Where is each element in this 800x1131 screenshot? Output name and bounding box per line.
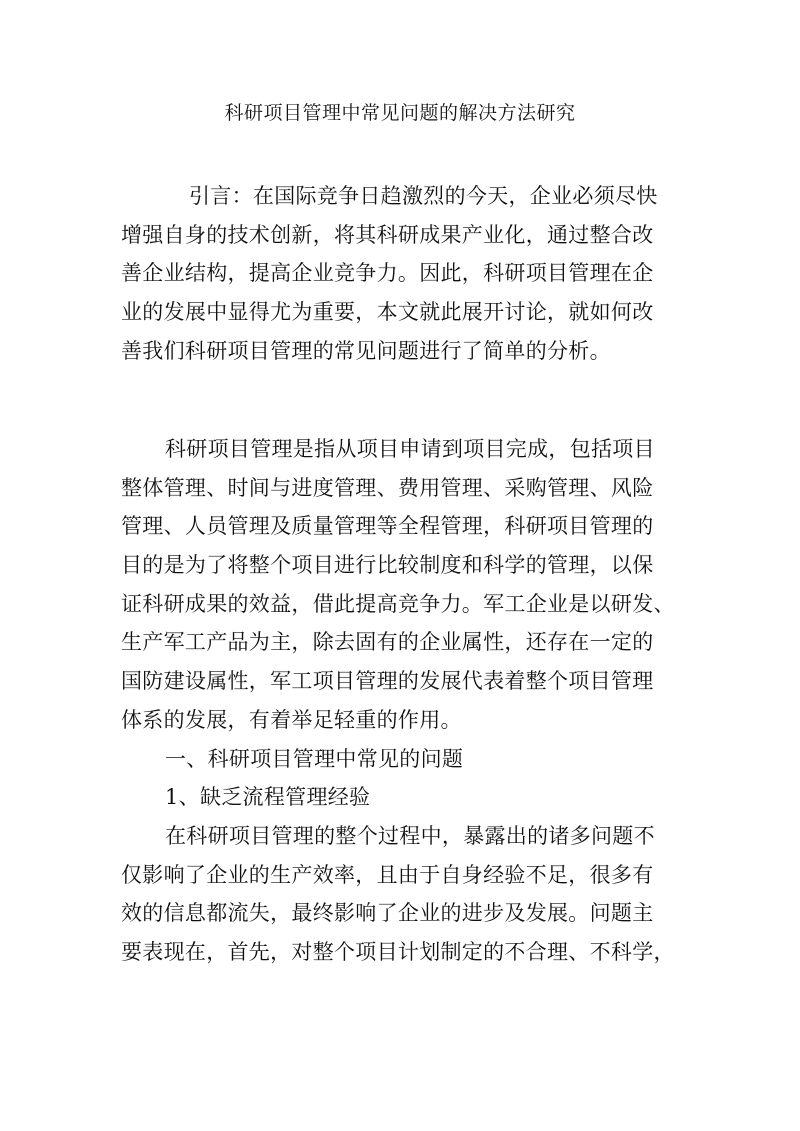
paragraph-1 [121,430,675,740]
section-heading: 一、科研项目管理中常见的问题 [165,746,464,771]
intro-line: 善企业结构，提高企业竞争力。因此，科研项目管理在企 [121,261,654,286]
paragraph-line: 在科研项目管理的整个过程中，暴露出的诸多问题不 [165,823,655,848]
paragraph-line: 体系的发展，有着举足轻重的作用。 [121,707,462,732]
paragraph-2 [121,817,675,972]
paragraph-line: 仅影响了企业的生产效率，且由于自身经验不足，很多有 [121,862,654,887]
intro-line: 增强自身的技术创新，将其科研成果产业化，通过整合改 [121,222,654,247]
paragraph-line: 效的信息都流失，最终影响了企业的进步及发展。问题主 [121,901,654,926]
intro-line: 引言：在国际竞争日趋激烈的今天，企业必须尽快 [189,184,658,208]
paragraph-line: 证科研成果的效益，借此提高竞争力。军工企业是以研发、 [121,591,675,616]
paragraph-line: 科研项目管理是指从项目申请到项目完成，包括项目 [165,437,655,461]
document-title: 科研项目管理中常见问题的解决方法研究 [224,102,576,124]
paragraph-line: 目的是为了将整个项目进行比较制度和科学的管理，以保 [121,553,654,578]
paragraph-line: 要表现在，首先，对整个项目计划制定的不合理、不科学， [121,939,675,964]
paragraph-line: 管理、人员管理及质量管理等全程管理，科研项目管理的 [121,514,654,539]
paragraph-line: 生产军工产品为主，除去固有的企业属性，还存在一定的 [121,630,654,655]
main-content [121,430,675,972]
paragraph-line: 整体管理、时间与进度管理、费用管理、采购管理、风险 [121,475,654,500]
intro-line: 业的发展中显得尤为重要，本文就此展开讨论，就如何改 [121,300,654,325]
intro-line: 善我们科研项目管理的常见问题进行了简单的分析。 [121,338,611,363]
intro-paragraph [121,177,669,370]
paragraph-line: 国防建设属性，军工项目管理的发展代表着整个项目管理 [121,669,654,694]
subsection-heading: 1、缺乏流程管理经验 [165,785,371,810]
